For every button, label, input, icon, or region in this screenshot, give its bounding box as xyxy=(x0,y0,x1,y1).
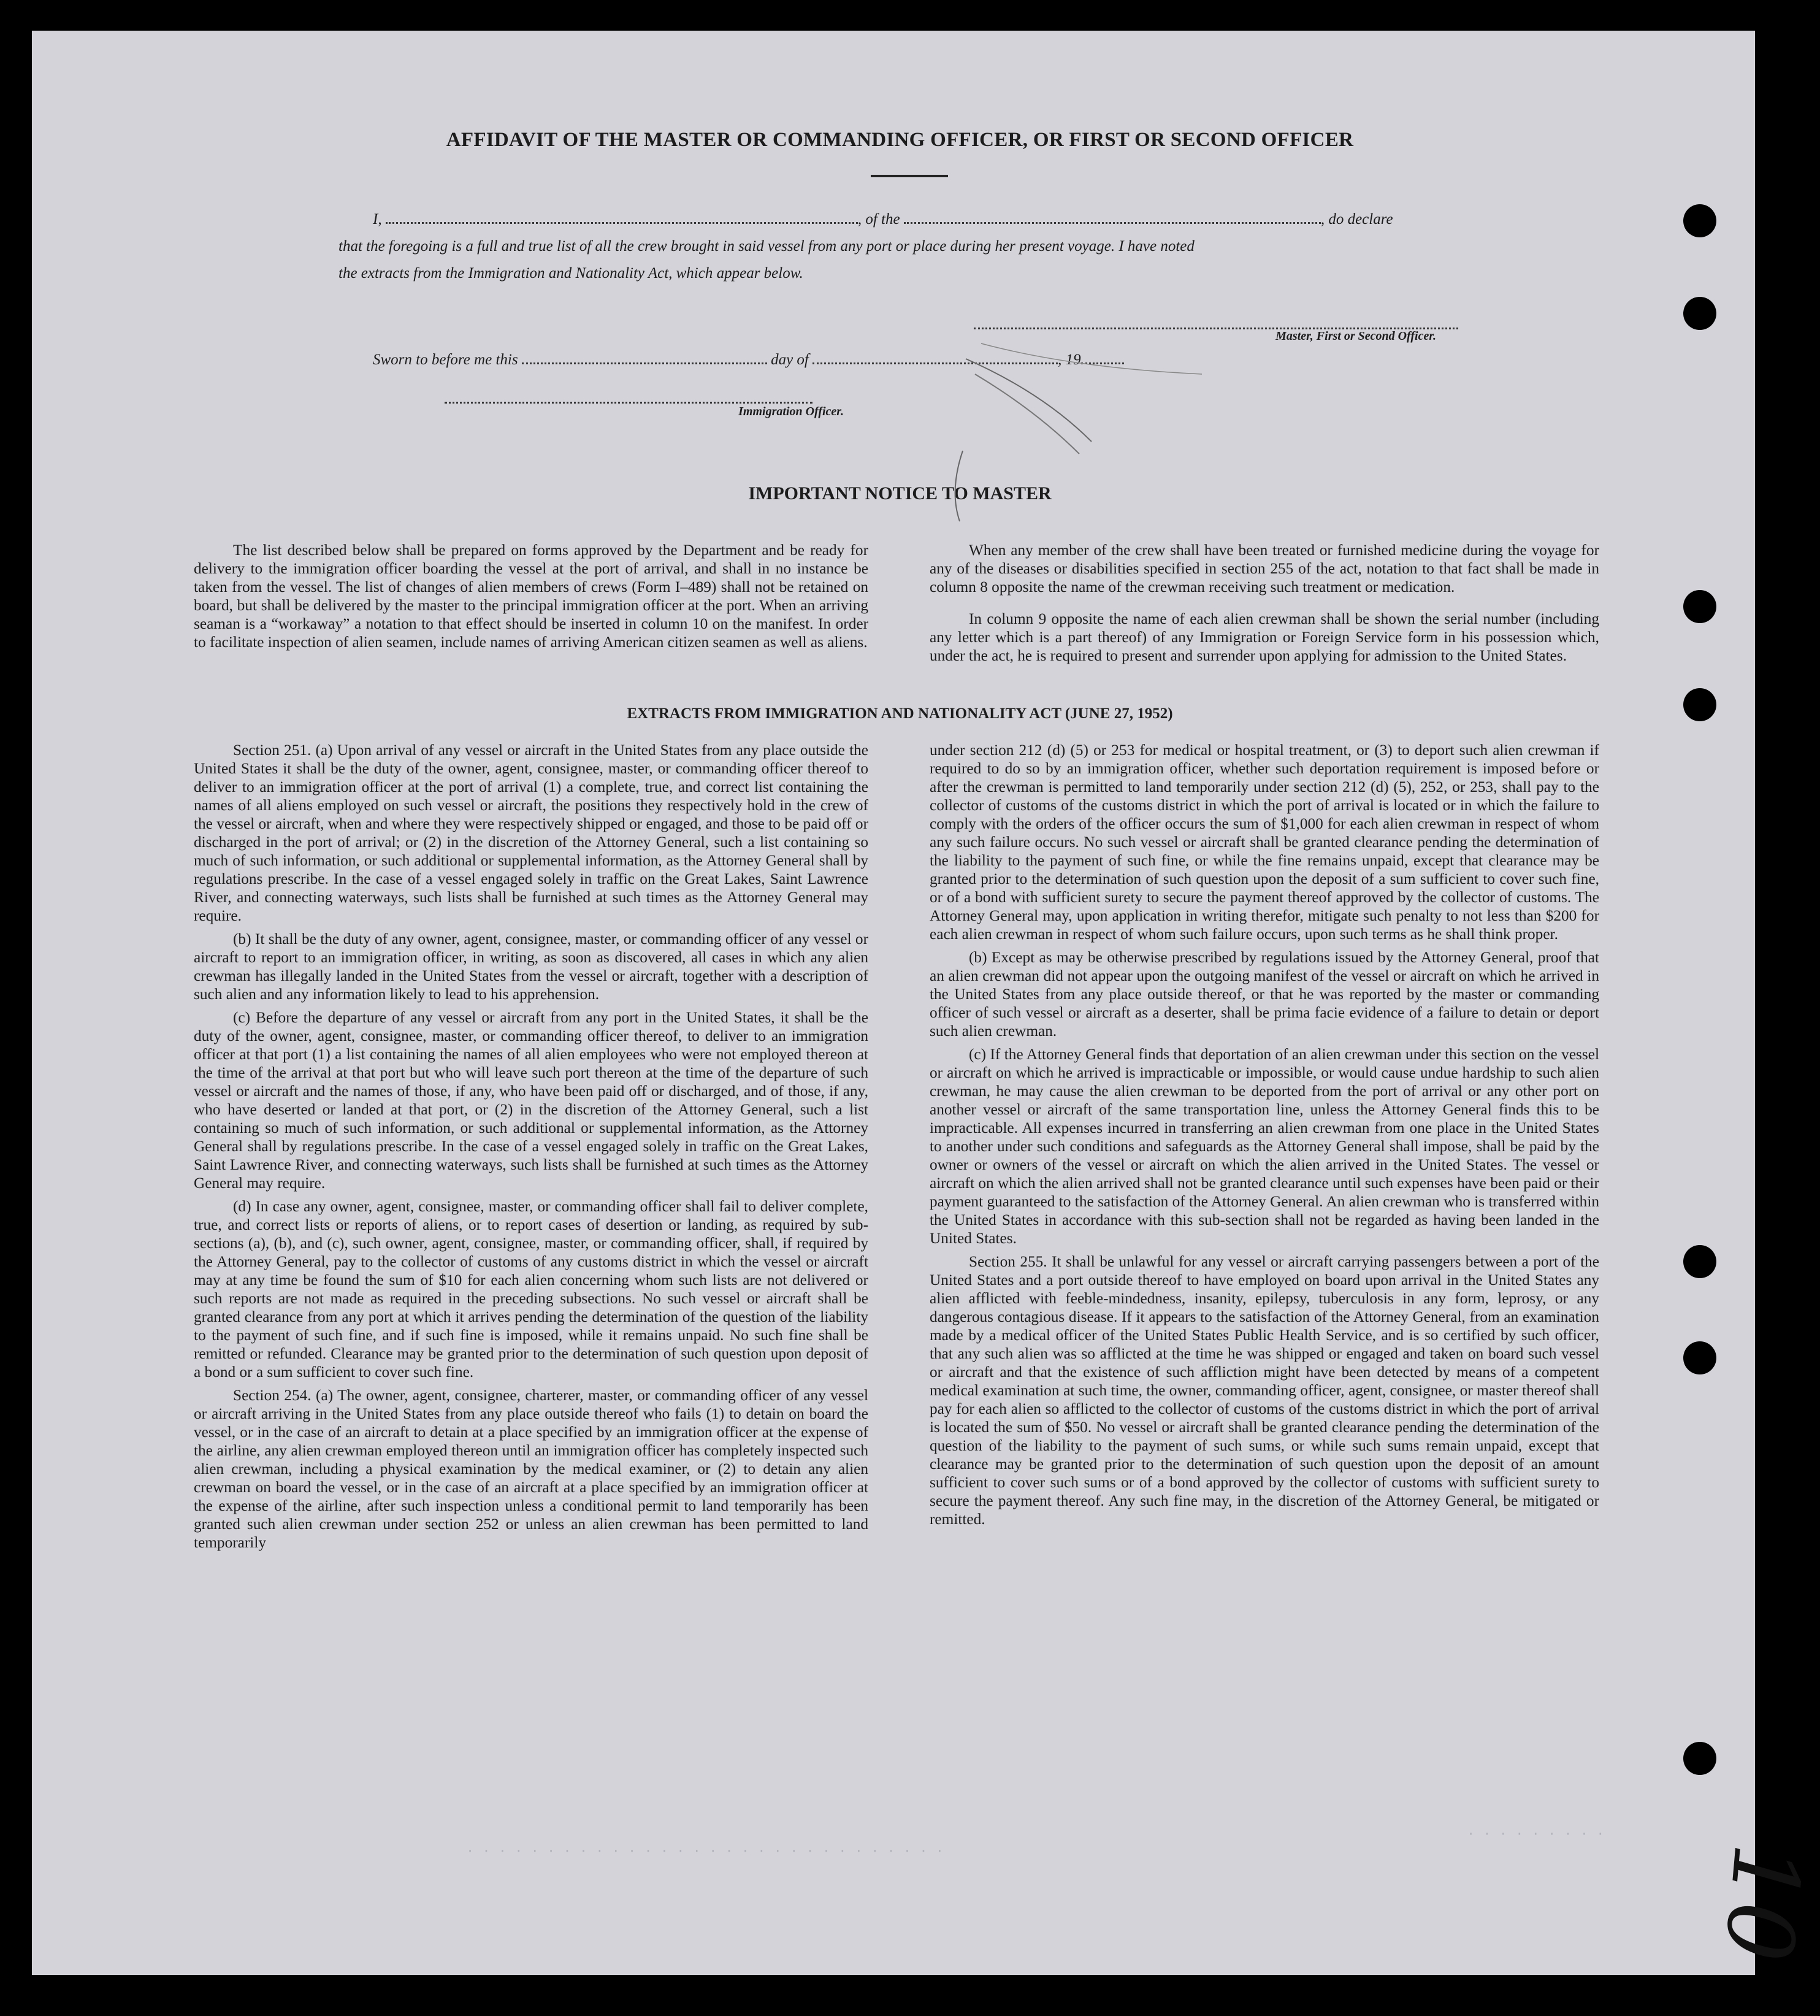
notice-right-column xyxy=(930,541,1599,670)
section-254-b: (b) Except as may be otherwise prescribed by regulations issued by the Attorney General, proof that an alien crewman did not appear upon the outgoing manifest of the vessel or aircraft on which he arrived in the United States from any place outside thereof, or that he was reported by the master or commanding officer of such vessel or aircraft as a deserter, shall be prima facie evidence of a failure to detain or deport such alien crewman. xyxy=(930,949,1599,1040)
sworn-year-field[interactable] xyxy=(1081,359,1124,364)
declarant-name-field[interactable] xyxy=(386,218,858,224)
sworn-day-field[interactable] xyxy=(522,359,767,364)
extracts-title: EXTRACTS FROM IMMIGRATION AND NATIONALITY ACT (JUNE 27, 1952) xyxy=(627,705,1173,722)
notice-right-paragraph-1: When any member of the crew shall have been treated or furnished medicine during the voyage for any of the diseases or disabilities specified in section 255 of the act, notation to that fact shall be made in column 8 opposite the name of the crewman receiving such treatment or medication. xyxy=(930,542,1599,596)
punch-hole xyxy=(1683,590,1716,623)
notice-left-column xyxy=(194,541,868,656)
extracts-left-column xyxy=(194,741,868,1552)
declarant-label: I, xyxy=(373,211,382,228)
punch-hole xyxy=(1683,1341,1716,1374)
declare-label: , do declare xyxy=(1320,211,1393,228)
punch-hole xyxy=(1683,1245,1716,1278)
section-251-b: (b) It shall be the duty of any owner, agent, consignee, master, or commanding officer of any vessel or aircraft to report to an immigration officer, in writing, as soon as discovered, all cases in which any alien crewman has illegally landed in the United States from the vessel or aircraft, together with a description of such alien and any information likely to lead to his apprehension. xyxy=(194,930,868,1003)
vessel-label: , of the xyxy=(857,211,900,228)
section-251-a: Section 251. (a) Upon arrival of any vessel or aircraft in the United States from any place outside the United States it shall be the duty of the owner, agent, consignee, master, or commanding officer thereof to deliver to an immigration officer at the port of arrival (1) a complete, true, and correct list containing the names of all aliens employed on such vessel or aircraft, the positions they respectively hold in the crew of the vessel or aircraft, when and where they were respectively shipped or engaged, and those to be paid off or discharged in the port of arrival; or (2) in the discretion of the Attorney General, such a list containing so much of such information, or such additional or supplemental information, as the Attorney General shall by regulations prescribe. In the case of a vessel engaged solely in traffic on the Great Lakes, Saint Lawrence River, and connecting waterways, such lists shall be furnished at such times as the Attorney General may require. xyxy=(194,742,868,924)
declaration-text-2: the extracts from the Immigration and Nationality Act, which appear below. xyxy=(338,265,803,282)
sworn-day-label: day of xyxy=(771,351,809,368)
section-255: Section 255. It shall be unlawful for any vessel or aircraft carrying passengers between a port of the United States and a port outside thereof to have employed on board upon arrival in the United States any alien afflicted with feeble-mindedness, insanity, epilepsy, tuberculosis in any form, leprosy, or any dangerous contagious disease. If it appears to the satisfaction of the Attorney General, from an examination made by a medical officer of the United States Public Health Service, and is so certified by such officer, that any such alien was so afflicted at the time he was shipped or engaged and taken on board such vessel or aircraft and that the existence of such affliction might have been detected by means of a competent medical examination at such time, the owner, commanding officer, agent, consignee, or master thereof shall pay for each alien so afflicted to the collector of customs of the customs district in which the port of arrival is located the sum of $50. No vessel or aircraft shall be granted clearance pending the determination of the question of the liability to the payment of such sums, or while such sums remain unpaid, except that clearance may be granted prior to the determination of such question upon the deposit of an amount sufficient to cover such sums or of a bond approved by the collector of customs with sufficient surety to secure the payment thereof. Any such fine may, in the discretion of the Attorney General, be mitigated or remitted. xyxy=(930,1253,1599,1528)
sworn-year-label: , 19 xyxy=(1058,351,1081,368)
punch-hole xyxy=(1683,204,1716,237)
declaration-text-1: that the foregoing is a full and true list of all the crew brought in said vessel from any port or place during her present voyage. I have noted xyxy=(338,238,1195,255)
punch-hole xyxy=(1683,297,1716,330)
page-number: 10 xyxy=(1703,1839,1820,1966)
affidavit-title: AFFIDAVIT OF THE MASTER OR COMMANDING OFFICER, OR FIRST OR SECOND OFFICER xyxy=(446,129,1354,151)
officer-signature-field[interactable] xyxy=(445,402,812,404)
extracts-right-column xyxy=(930,741,1599,1533)
master-caption: Master, First or Second Officer. xyxy=(1275,329,1436,343)
section-251-d: (d) In case any owner, agent, consignee, master, or commanding officer shall fail to deliver complete, true, and correct lists or reports of aliens, or to report cases of desertion or landing, as required by sub-sections (a), (b), and (c), such owner, agent, consignee, master, or commanding officer, shall, if required by the Attorney General, pay to the collector of customs of any customs district in which the vessel or aircraft may at any time be found the sum of $10 for each alien concerning whom such lists are not delivered or such reports are not made as required in the preceding subsections. No such vessel or aircraft shall be granted clearance from any port at which it arrives pending the determination of the question of the liability to the payment of such fine, and if such fine is imposed, while it remains unpaid. No such fine shall be remitted or refunded. Clearance may be granted prior to the determination of such question upon deposit of a bond or a sum sufficient to cover such fine. xyxy=(194,1198,868,1381)
sworn-month-field[interactable] xyxy=(812,359,1058,364)
title-divider xyxy=(871,175,948,177)
vessel-name-field[interactable] xyxy=(904,218,1321,224)
sworn-label: Sworn to before me this xyxy=(373,351,518,368)
section-251-c: (c) Before the departure of any vessel or aircraft from any port in the United States, it shall be the duty of the owner, agent, consignee, master, or commanding officer thereof, to deliver to an immigration officer at that port (1) a list containing the names of all alien employees who were not employed thereon at the time of the arrival at that port but who will leave such port thereon at the time of the departure of such vessel or aircraft and the names of those, if any, who have been paid off or discharged, and of those, if any, who have deserted or landed at that port, or (2) in the discretion of the Attorney General, such a list containing so much of such information, or such additional or supplemental information, as the Attorney General shall by regulations prescribe. In the case of a vessel engaged solely in traffic on the Great Lakes, Saint Lawrence River, and connecting waterways, such lists shall be furnished at such times as the Attorney General may require. xyxy=(194,1009,868,1192)
section-254-a: Section 254. (a) The owner, agent, consignee, charterer, master, or commanding officer of any vessel or aircraft arriving in the United States from any place outside thereof who fails (1) to detain on board the vessel, or in the case of an aircraft to detain at a place specified by an immigration officer at the expense of the airline, any alien crewman employed thereon until an immigration officer has completely inspected such alien crewman, including a physical examination by the medical examiner, or (2) to detain any alien crewman on board the vessel, or in the case of an aircraft at a place specified by an immigration officer at the expense of the airline, after such inspection unless a conditional permit to land temporarily has been granted such alien crewman under section 252 or unless an alien crewman has been permitted to land temporarily xyxy=(194,1387,868,1551)
notice-left-paragraph: The list described below shall be prepared on forms approved by the Department and be ready for delivery to the immigration officer boarding the vessel at the port of arrival, and shall in no instance be taken from the vessel. The list of changes of alien members of crews (Form I–489) shall not be retained on board, but shall be delivered by the master to the principal immigration officer at the port. When an arriving seaman is a “workaway” a notation to that effect should be inserted in column 10 on the manifest. In order to facilitate inspection of alien seamen, include names of arriving American citizen seamen as well as aliens. xyxy=(194,542,868,651)
bleed-through-text: · · · · · · · · · · · · · · · · · · · · · · · · · · · · · · xyxy=(466,1844,944,1859)
bleed-through-text: · · · · · · · · · xyxy=(1467,1826,1605,1842)
notice-right-paragraph-2: In column 9 opposite the name of each alien crewman shall be shown the serial number (including any letter which is a part thereof) of any Immigration or Foreign Service form in his possession which, under the act, he is required to present and surrender upon applying for admission to the United States. xyxy=(930,610,1599,664)
section-254-c: (c) If the Attorney General finds that deportation of an alien crewman under this section on the vessel or aircraft on which he arrived is impracticable or impossible, or would cause undue hardship to such alien crewman, he may cause the alien crewman to be deported from the port of arrival or any other port on another vessel or aircraft of the same transportation line, unless the Attorney General finds this to be impracticable. All expenses incurred in transferring an alien crewman from one place in the United States to another under such conditions and safeguards as the Attorney General shall impose, shall be paid by the owner or owners of the vessel or aircraft on which the alien arrived in the United States. The vessel or aircraft on which the alien arrived shall not be granted clearance until such expenses have been paid or their payment guaranteed to the satisfaction of the Attorney General. An alien crewman who is transferred within the United States in accordance with this sub-section shall not be regarded as having been landed in the United States. xyxy=(930,1046,1599,1247)
punch-hole xyxy=(1683,1742,1716,1775)
declarant-line xyxy=(373,211,1393,228)
section-254-a-continued: under section 212 (d) (5) or 253 for medical or hospital treatment, or (3) to deport such alien crewman if required to do so by an immigration officer, whether such deportation requirement is imposed before or after the crewman is permitted to land temporarily under section 212 (d) (5), 252, or 253, shall pay to the collector of customs of the customs district in which the port of arrival is located or in which the failure to comply with the orders of the officer occurs the sum of $1,000 for each alien crewman in respect of whom any such failure occurs. No such vessel or aircraft shall be granted clearance pending the determination of the liability to the payment of such fine, or while the fine remains unpaid, except that clearance may be granted prior to the determination of such question upon the deposit of a sum sufficient to cover such fine, or of a bond with sufficient surety to secure the payment thereof approved by the collector of customs. The Attorney General may, upon application in writing therefor, mitigate such penalty to not less than $200 for each alien crewman in respect of whom such failure occurs, upon such terms as he shall think proper. xyxy=(930,742,1599,943)
notice-title: IMPORTANT NOTICE TO MASTER xyxy=(748,483,1052,504)
sworn-line xyxy=(373,351,1124,369)
officer-caption: Immigration Officer. xyxy=(738,405,844,418)
